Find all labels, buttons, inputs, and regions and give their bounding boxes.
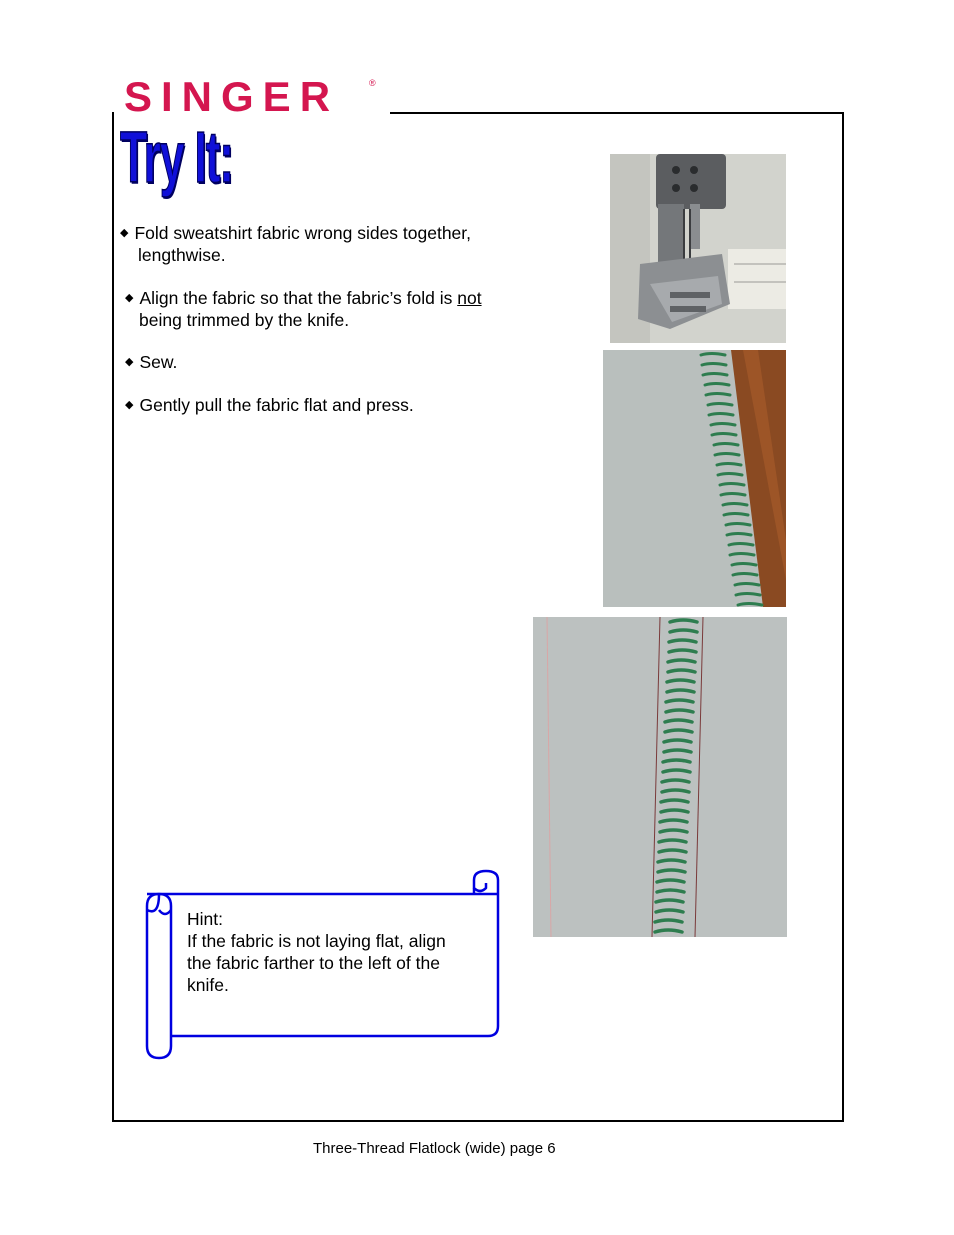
flat-seam-stitch-drawing — [533, 617, 787, 937]
hint-line: If the fabric is not laying flat, align — [187, 931, 446, 951]
hint-line: knife. — [187, 975, 229, 995]
diamond-bullet-icon: ◆ — [120, 227, 129, 239]
diamond-bullet-icon: ◆ — [125, 356, 134, 368]
serger-foot-drawing — [610, 154, 786, 343]
step-item: ◆ Fold sweatshirt fabric wrong sides together, lengthwise. — [120, 223, 472, 265]
serger-presser-foot-photo — [610, 154, 786, 343]
page-footer: Three-Thread Flatlock (wide) page 6 — [313, 1140, 556, 1157]
hint-line: the fabric farther to the left of the — [187, 953, 440, 973]
diamond-bullet-icon: ◆ — [125, 292, 134, 304]
diamond-bullet-icon: ◆ — [125, 399, 134, 411]
fold-edge-stitch-drawing — [603, 350, 786, 607]
flat-seam-photo — [533, 617, 787, 937]
stitched-fold-edge-photo — [603, 350, 786, 607]
step-item: ◆ Align the fabric so that the fabric’s fold is not being trimmed by the knife. — [125, 288, 482, 330]
registered-mark: ® — [369, 78, 376, 88]
page-title: Try It: — [120, 118, 233, 198]
hint-label: Hint: — [187, 909, 223, 929]
step-item: ◆ Gently pull the fabric flat and press. — [125, 395, 414, 415]
emphasis-not: not — [457, 288, 482, 308]
singer-logo: SINGER — [124, 73, 340, 120]
step-item: ◆ Sew. — [125, 352, 178, 372]
frame-top-rule — [390, 112, 842, 114]
hint-box — [187, 908, 487, 996]
